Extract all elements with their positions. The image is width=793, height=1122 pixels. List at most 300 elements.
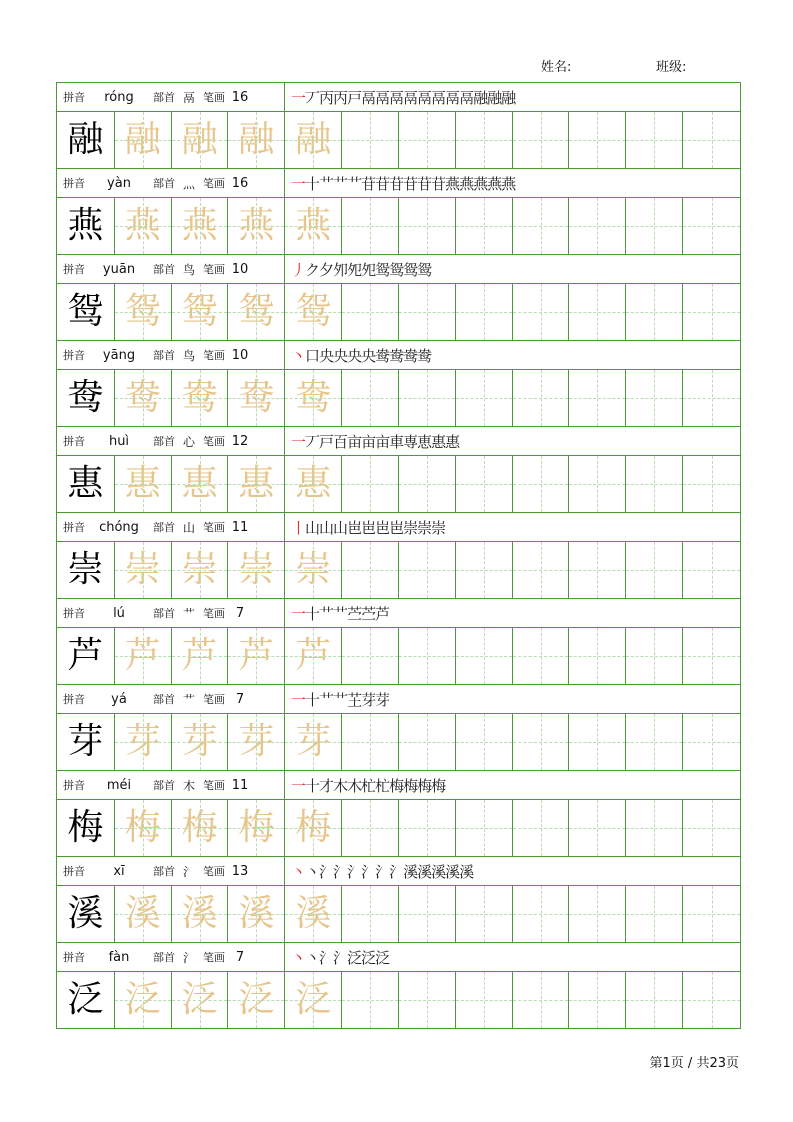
char-info xyxy=(57,857,285,885)
trace-character: 芦 xyxy=(114,628,171,684)
practice-grid-row xyxy=(57,799,740,856)
stroke-step: 苷 xyxy=(417,174,432,193)
stroke-step: 芦 xyxy=(375,604,390,623)
practice-cell[interactable] xyxy=(682,542,740,598)
stroke-label: 笔画 xyxy=(203,951,225,964)
model-character: 泛 xyxy=(67,979,104,1020)
practice-cell[interactable] xyxy=(568,112,625,168)
name-label: 姓名: xyxy=(541,60,572,75)
stroke-step: 氵 xyxy=(333,948,348,967)
char-info-row xyxy=(57,942,740,971)
stroke-step: 丙 xyxy=(333,88,348,107)
char-info xyxy=(57,943,285,971)
stroke-step: 木 xyxy=(347,776,362,795)
stroke-label: 笔画 xyxy=(203,865,225,878)
practice-cell[interactable] xyxy=(682,628,740,684)
stroke-order xyxy=(285,169,740,197)
char-info xyxy=(57,83,285,111)
practice-cell[interactable] xyxy=(341,714,398,770)
practice-cell[interactable] xyxy=(398,542,455,598)
practice-cell[interactable] xyxy=(398,628,455,684)
trace-character: 芽 xyxy=(171,714,228,770)
practice-cell[interactable] xyxy=(682,972,740,1028)
stroke-step: 杧 xyxy=(361,776,376,795)
trace-character: 鸳 xyxy=(114,284,171,340)
practice-grid-row xyxy=(57,713,740,770)
stroke-step: 央 xyxy=(333,346,348,365)
practice-cell[interactable] xyxy=(625,800,682,856)
stroke-step: 戸 xyxy=(319,432,334,451)
char-info-row xyxy=(57,770,740,799)
practice-cell[interactable] xyxy=(398,972,455,1028)
trace-character: 泛 xyxy=(171,972,228,1028)
stroke-step: 融 xyxy=(501,88,516,107)
char-info xyxy=(57,599,285,627)
stroke-step: 燕 xyxy=(445,174,460,193)
stroke-step: 艹 xyxy=(319,174,334,193)
trace-character: 融 xyxy=(114,112,171,168)
pinyin-label: 拼音 xyxy=(63,951,85,964)
practice-cell[interactable] xyxy=(341,284,398,340)
practice-cell[interactable] xyxy=(512,886,569,942)
stroke-order xyxy=(285,341,740,369)
practice-cell[interactable] xyxy=(682,714,740,770)
char-info xyxy=(57,341,285,369)
radical-value: 艹 xyxy=(182,606,195,621)
stroke-step: 溪 xyxy=(403,862,418,881)
trace-character: 融 xyxy=(171,112,228,168)
pinyin-value: yuān xyxy=(102,261,136,277)
practice-cell[interactable] xyxy=(398,284,455,340)
practice-cell[interactable] xyxy=(398,800,455,856)
stroke-step: 梅 xyxy=(417,776,432,795)
practice-cell[interactable] xyxy=(341,456,398,512)
stroke-count: 16 xyxy=(231,175,249,191)
stroke-count: 16 xyxy=(231,89,249,105)
stroke-step: 燕 xyxy=(473,174,488,193)
stroke-step: 一 xyxy=(291,604,306,623)
char-info-row xyxy=(57,684,740,713)
stroke-step: 苎 xyxy=(347,604,362,623)
char-info-row xyxy=(57,168,740,197)
stroke-order xyxy=(285,255,740,283)
practice-cell[interactable] xyxy=(455,886,512,942)
practice-cell[interactable] xyxy=(512,542,569,598)
practice-cell[interactable] xyxy=(568,370,625,426)
stroke-step: 梅 xyxy=(389,776,404,795)
trace-character: 鸳 xyxy=(227,284,284,340)
stroke-step: 岜 xyxy=(375,518,390,537)
stroke-step: 氵 xyxy=(375,862,390,881)
stroke-step: 丿 xyxy=(291,260,306,279)
model-character: 鸳 xyxy=(67,291,104,332)
stroke-step: 鸯 xyxy=(389,346,404,365)
pinyin-label: 拼音 xyxy=(63,779,85,792)
stroke-step: 亩 xyxy=(361,432,376,451)
stroke-step: 丶 xyxy=(291,346,306,365)
stroke-step: 亩 xyxy=(375,432,390,451)
practice-cell[interactable] xyxy=(625,714,682,770)
trace-character: 惠 xyxy=(227,456,284,512)
practice-grid-row xyxy=(57,541,740,598)
stroke-step: 艹 xyxy=(319,690,334,709)
stroke-step: 溪 xyxy=(459,862,474,881)
stroke-step: 梅 xyxy=(431,776,446,795)
practice-cell[interactable] xyxy=(625,370,682,426)
trace-character: 鸯 xyxy=(284,370,341,426)
trace-character: 崇 xyxy=(171,542,228,598)
stroke-step: 央 xyxy=(347,346,362,365)
stroke-step: 燕 xyxy=(459,174,474,193)
stroke-count: 7 xyxy=(235,691,245,707)
stroke-step: 鬲 xyxy=(445,88,460,107)
stroke-step: 山 xyxy=(319,518,334,537)
stroke-step: 専 xyxy=(403,432,418,451)
stroke-step: 氵 xyxy=(361,862,376,881)
stroke-order xyxy=(285,599,740,627)
stroke-step: 恵 xyxy=(417,432,432,451)
practice-cell[interactable] xyxy=(568,542,625,598)
practice-grid-row xyxy=(57,111,740,168)
stroke-step: 丶 xyxy=(305,948,320,967)
radical-label: 部首 xyxy=(153,91,175,104)
stroke-step: 鸳 xyxy=(389,260,404,279)
stroke-label: 笔画 xyxy=(203,779,225,792)
trace-character: 燕 xyxy=(227,198,284,254)
char-info xyxy=(57,771,285,799)
practice-grid-row xyxy=(57,971,740,1028)
practice-cell[interactable] xyxy=(568,284,625,340)
radical-value: 木 xyxy=(182,778,195,793)
stroke-step: 鬲 xyxy=(431,88,446,107)
radical-label: 部首 xyxy=(153,607,175,620)
trace-character: 溪 xyxy=(114,886,171,942)
practice-cell[interactable] xyxy=(341,370,398,426)
practice-cell[interactable] xyxy=(682,800,740,856)
practice-cell[interactable] xyxy=(455,628,512,684)
pinyin-label: 拼音 xyxy=(63,693,85,706)
practice-cell[interactable] xyxy=(341,886,398,942)
stroke-step: 崇 xyxy=(431,518,446,537)
stroke-step: 溪 xyxy=(417,862,432,881)
model-character: 梅 xyxy=(67,807,104,848)
stroke-step: 山 xyxy=(333,518,348,537)
stroke-step: 亩 xyxy=(347,432,362,451)
stroke-step: 央 xyxy=(361,346,376,365)
char-info-row xyxy=(57,512,740,541)
practice-grid-row xyxy=(57,369,740,426)
practice-cell[interactable] xyxy=(625,628,682,684)
stroke-step: 丆 xyxy=(305,88,320,107)
stroke-step: 夕 xyxy=(319,260,334,279)
trace-character: 惠 xyxy=(284,456,341,512)
practice-cell[interactable] xyxy=(682,456,740,512)
stroke-label: 笔画 xyxy=(203,349,225,362)
trace-character: 芽 xyxy=(114,714,171,770)
stroke-step: 惠 xyxy=(445,432,460,451)
stroke-step: 艹 xyxy=(347,174,362,193)
trace-character: 梅 xyxy=(114,800,171,856)
stroke-step: 岜 xyxy=(347,518,362,537)
stroke-count: 10 xyxy=(231,347,249,363)
radical-label: 部首 xyxy=(153,263,175,276)
stroke-order xyxy=(285,685,740,713)
stroke-step: 十 xyxy=(305,690,320,709)
pinyin-value: róng xyxy=(104,89,134,105)
page-indicator: 第1页 / 共23页 xyxy=(649,1056,739,1071)
stroke-step: 鬲 xyxy=(389,88,404,107)
pinyin-label: 拼音 xyxy=(63,435,85,448)
stroke-step: 燕 xyxy=(487,174,502,193)
trace-character: 芽 xyxy=(227,714,284,770)
stroke-count: 7 xyxy=(235,605,245,621)
radical-label: 部首 xyxy=(153,349,175,362)
practice-cell[interactable] xyxy=(625,456,682,512)
stroke-step: 岜 xyxy=(389,518,404,537)
practice-cell[interactable] xyxy=(455,370,512,426)
practice-cell[interactable] xyxy=(512,628,569,684)
practice-cell[interactable] xyxy=(625,198,682,254)
practice-cell[interactable] xyxy=(341,628,398,684)
radical-value: 山 xyxy=(182,520,195,535)
pinyin-label: 拼音 xyxy=(63,263,85,276)
char-info-row xyxy=(57,426,740,455)
practice-cell[interactable] xyxy=(512,456,569,512)
stroke-step: 鬲 xyxy=(403,88,418,107)
practice-grid-row xyxy=(57,627,740,684)
stroke-step: 融 xyxy=(473,88,488,107)
stroke-step: 鬲 xyxy=(459,88,474,107)
practice-cell[interactable] xyxy=(455,112,512,168)
radical-label: 部首 xyxy=(153,865,175,878)
radical-value: 鸟 xyxy=(182,262,195,277)
stroke-step: 鬲 xyxy=(417,88,432,107)
trace-character: 崇 xyxy=(114,542,171,598)
stroke-step: 芏 xyxy=(347,690,362,709)
practice-cell[interactable] xyxy=(341,800,398,856)
radical-label: 部首 xyxy=(153,435,175,448)
stroke-step: 鸯 xyxy=(417,346,432,365)
char-info-row xyxy=(57,598,740,627)
trace-character: 泛 xyxy=(114,972,171,1028)
stroke-step: 艹 xyxy=(333,604,348,623)
stroke-step: 泛 xyxy=(361,948,376,967)
radical-value: 鸟 xyxy=(182,348,195,363)
practice-cell[interactable] xyxy=(682,370,740,426)
stroke-step: 鸯 xyxy=(403,346,418,365)
practice-cell[interactable] xyxy=(455,542,512,598)
pinyin-label: 拼音 xyxy=(63,607,85,620)
stroke-step: 丆 xyxy=(305,432,320,451)
practice-cell[interactable] xyxy=(398,456,455,512)
stroke-step: 丙 xyxy=(319,88,334,107)
practice-cell[interactable] xyxy=(625,542,682,598)
stroke-label: 笔画 xyxy=(203,435,225,448)
practice-grid-row xyxy=(57,283,740,340)
stroke-label: 笔画 xyxy=(203,91,225,104)
radical-value: 心 xyxy=(182,434,195,449)
stroke-step: 燕 xyxy=(501,174,516,193)
radical-label: 部首 xyxy=(153,693,175,706)
trace-character: 融 xyxy=(227,112,284,168)
stroke-step: 溪 xyxy=(431,862,446,881)
char-info xyxy=(57,169,285,197)
stroke-step: 艹 xyxy=(333,690,348,709)
practice-cell[interactable] xyxy=(398,198,455,254)
practice-cell[interactable] xyxy=(455,198,512,254)
trace-character: 芦 xyxy=(227,628,284,684)
stroke-label: 笔画 xyxy=(203,177,225,190)
stroke-step: 氵 xyxy=(319,948,334,967)
stroke-step: 岜 xyxy=(361,518,376,537)
practice-cell[interactable] xyxy=(682,112,740,168)
stroke-step: 泛 xyxy=(347,948,362,967)
radical-label: 部首 xyxy=(153,177,175,190)
practice-cell[interactable] xyxy=(625,112,682,168)
practice-cell[interactable] xyxy=(341,198,398,254)
stroke-order xyxy=(285,857,740,885)
stroke-step: 溪 xyxy=(445,862,460,881)
stroke-step: 鸯 xyxy=(375,346,390,365)
practice-cell[interactable] xyxy=(455,714,512,770)
stroke-step: 丶 xyxy=(305,862,320,881)
stroke-step: 一 xyxy=(291,174,306,193)
practice-cell[interactable] xyxy=(682,198,740,254)
stroke-step: 一 xyxy=(291,776,306,795)
trace-character: 溪 xyxy=(171,886,228,942)
stroke-step: 才 xyxy=(319,776,334,795)
stroke-step: 鸳 xyxy=(375,260,390,279)
trace-character: 崇 xyxy=(227,542,284,598)
practice-cell[interactable] xyxy=(512,112,569,168)
pinyin-value: fàn xyxy=(108,949,130,965)
stroke-order xyxy=(285,943,740,971)
stroke-step: 口 xyxy=(305,346,320,365)
radical-value: 氵 xyxy=(182,950,195,965)
stroke-step: ク xyxy=(305,260,320,279)
stroke-step: 戸 xyxy=(347,88,362,107)
trace-character: 鸯 xyxy=(227,370,284,426)
stroke-step: 丨 xyxy=(291,518,306,537)
practice-cell[interactable] xyxy=(568,800,625,856)
stroke-step: 夗 xyxy=(347,260,362,279)
stroke-order xyxy=(285,771,740,799)
trace-character: 融 xyxy=(284,112,341,168)
stroke-step: 氵 xyxy=(389,862,404,881)
practice-sheet xyxy=(56,82,741,1029)
practice-cell[interactable] xyxy=(398,112,455,168)
stroke-step: 山 xyxy=(305,518,320,537)
stroke-label: 笔画 xyxy=(203,521,225,534)
practice-cell[interactable] xyxy=(625,886,682,942)
trace-character: 芽 xyxy=(284,714,341,770)
practice-cell[interactable] xyxy=(341,542,398,598)
stroke-step: 泛 xyxy=(375,948,390,967)
practice-cell[interactable] xyxy=(568,198,625,254)
practice-cell[interactable] xyxy=(568,456,625,512)
practice-cell[interactable] xyxy=(568,714,625,770)
stroke-label: 笔画 xyxy=(203,263,225,276)
pinyin-value: yá xyxy=(111,691,127,707)
stroke-order xyxy=(285,83,740,111)
radical-value: 氵 xyxy=(182,864,195,879)
practice-cell[interactable] xyxy=(398,370,455,426)
practice-cell[interactable] xyxy=(568,972,625,1028)
char-info xyxy=(57,427,285,455)
model-character: 崇 xyxy=(67,549,104,590)
practice-cell[interactable] xyxy=(625,284,682,340)
stroke-step: 氵 xyxy=(333,862,348,881)
pinyin-label: 拼音 xyxy=(63,177,85,190)
pinyin-value: lú xyxy=(113,605,125,621)
practice-cell[interactable] xyxy=(682,886,740,942)
practice-grid-row xyxy=(57,197,740,254)
stroke-step: 苷 xyxy=(361,174,376,193)
pinyin-label: 拼音 xyxy=(63,91,85,104)
trace-character: 燕 xyxy=(114,198,171,254)
practice-cell[interactable] xyxy=(568,886,625,942)
stroke-step: 十 xyxy=(305,174,320,193)
stroke-step: 艹 xyxy=(319,604,334,623)
stroke-step: 鸳 xyxy=(403,260,418,279)
stroke-step: 車 xyxy=(389,432,404,451)
stroke-step: 艹 xyxy=(333,174,348,193)
practice-cell[interactable] xyxy=(512,198,569,254)
practice-cell[interactable] xyxy=(341,972,398,1028)
stroke-count: 7 xyxy=(235,949,245,965)
stroke-step: 鬲 xyxy=(375,88,390,107)
stroke-step: 十 xyxy=(305,776,320,795)
practice-cell[interactable] xyxy=(455,972,512,1028)
radical-value: 艹 xyxy=(182,692,195,707)
practice-cell[interactable] xyxy=(512,800,569,856)
practice-cell[interactable] xyxy=(398,714,455,770)
radical-value: 鬲 xyxy=(182,90,195,105)
practice-cell[interactable] xyxy=(682,284,740,340)
stroke-step: 鬲 xyxy=(361,88,376,107)
practice-cell[interactable] xyxy=(455,800,512,856)
practice-cell[interactable] xyxy=(512,370,569,426)
stroke-step: 木 xyxy=(333,776,348,795)
radical-label: 部首 xyxy=(153,521,175,534)
practice-cell[interactable] xyxy=(625,972,682,1028)
trace-character: 惠 xyxy=(114,456,171,512)
practice-cell[interactable] xyxy=(455,456,512,512)
practice-cell[interactable] xyxy=(512,714,569,770)
practice-cell[interactable] xyxy=(341,112,398,168)
trace-character: 泛 xyxy=(284,972,341,1028)
stroke-step: 鸳 xyxy=(417,260,432,279)
radical-label: 部首 xyxy=(153,951,175,964)
practice-cell[interactable] xyxy=(512,284,569,340)
stroke-step: 氵 xyxy=(319,862,334,881)
stroke-step: 崇 xyxy=(417,518,432,537)
practice-cell[interactable] xyxy=(568,628,625,684)
trace-character: 泛 xyxy=(227,972,284,1028)
stroke-label: 笔画 xyxy=(203,693,225,706)
practice-cell[interactable] xyxy=(455,284,512,340)
trace-character: 梅 xyxy=(171,800,228,856)
practice-cell[interactable] xyxy=(398,886,455,942)
stroke-step: 苷 xyxy=(389,174,404,193)
practice-grid-row xyxy=(57,455,740,512)
stroke-step: 央 xyxy=(319,346,334,365)
pinyin-label: 拼音 xyxy=(63,349,85,362)
stroke-step: 芽 xyxy=(361,690,376,709)
practice-cell[interactable] xyxy=(512,972,569,1028)
model-character: 芽 xyxy=(67,721,104,762)
stroke-step: 苷 xyxy=(403,174,418,193)
